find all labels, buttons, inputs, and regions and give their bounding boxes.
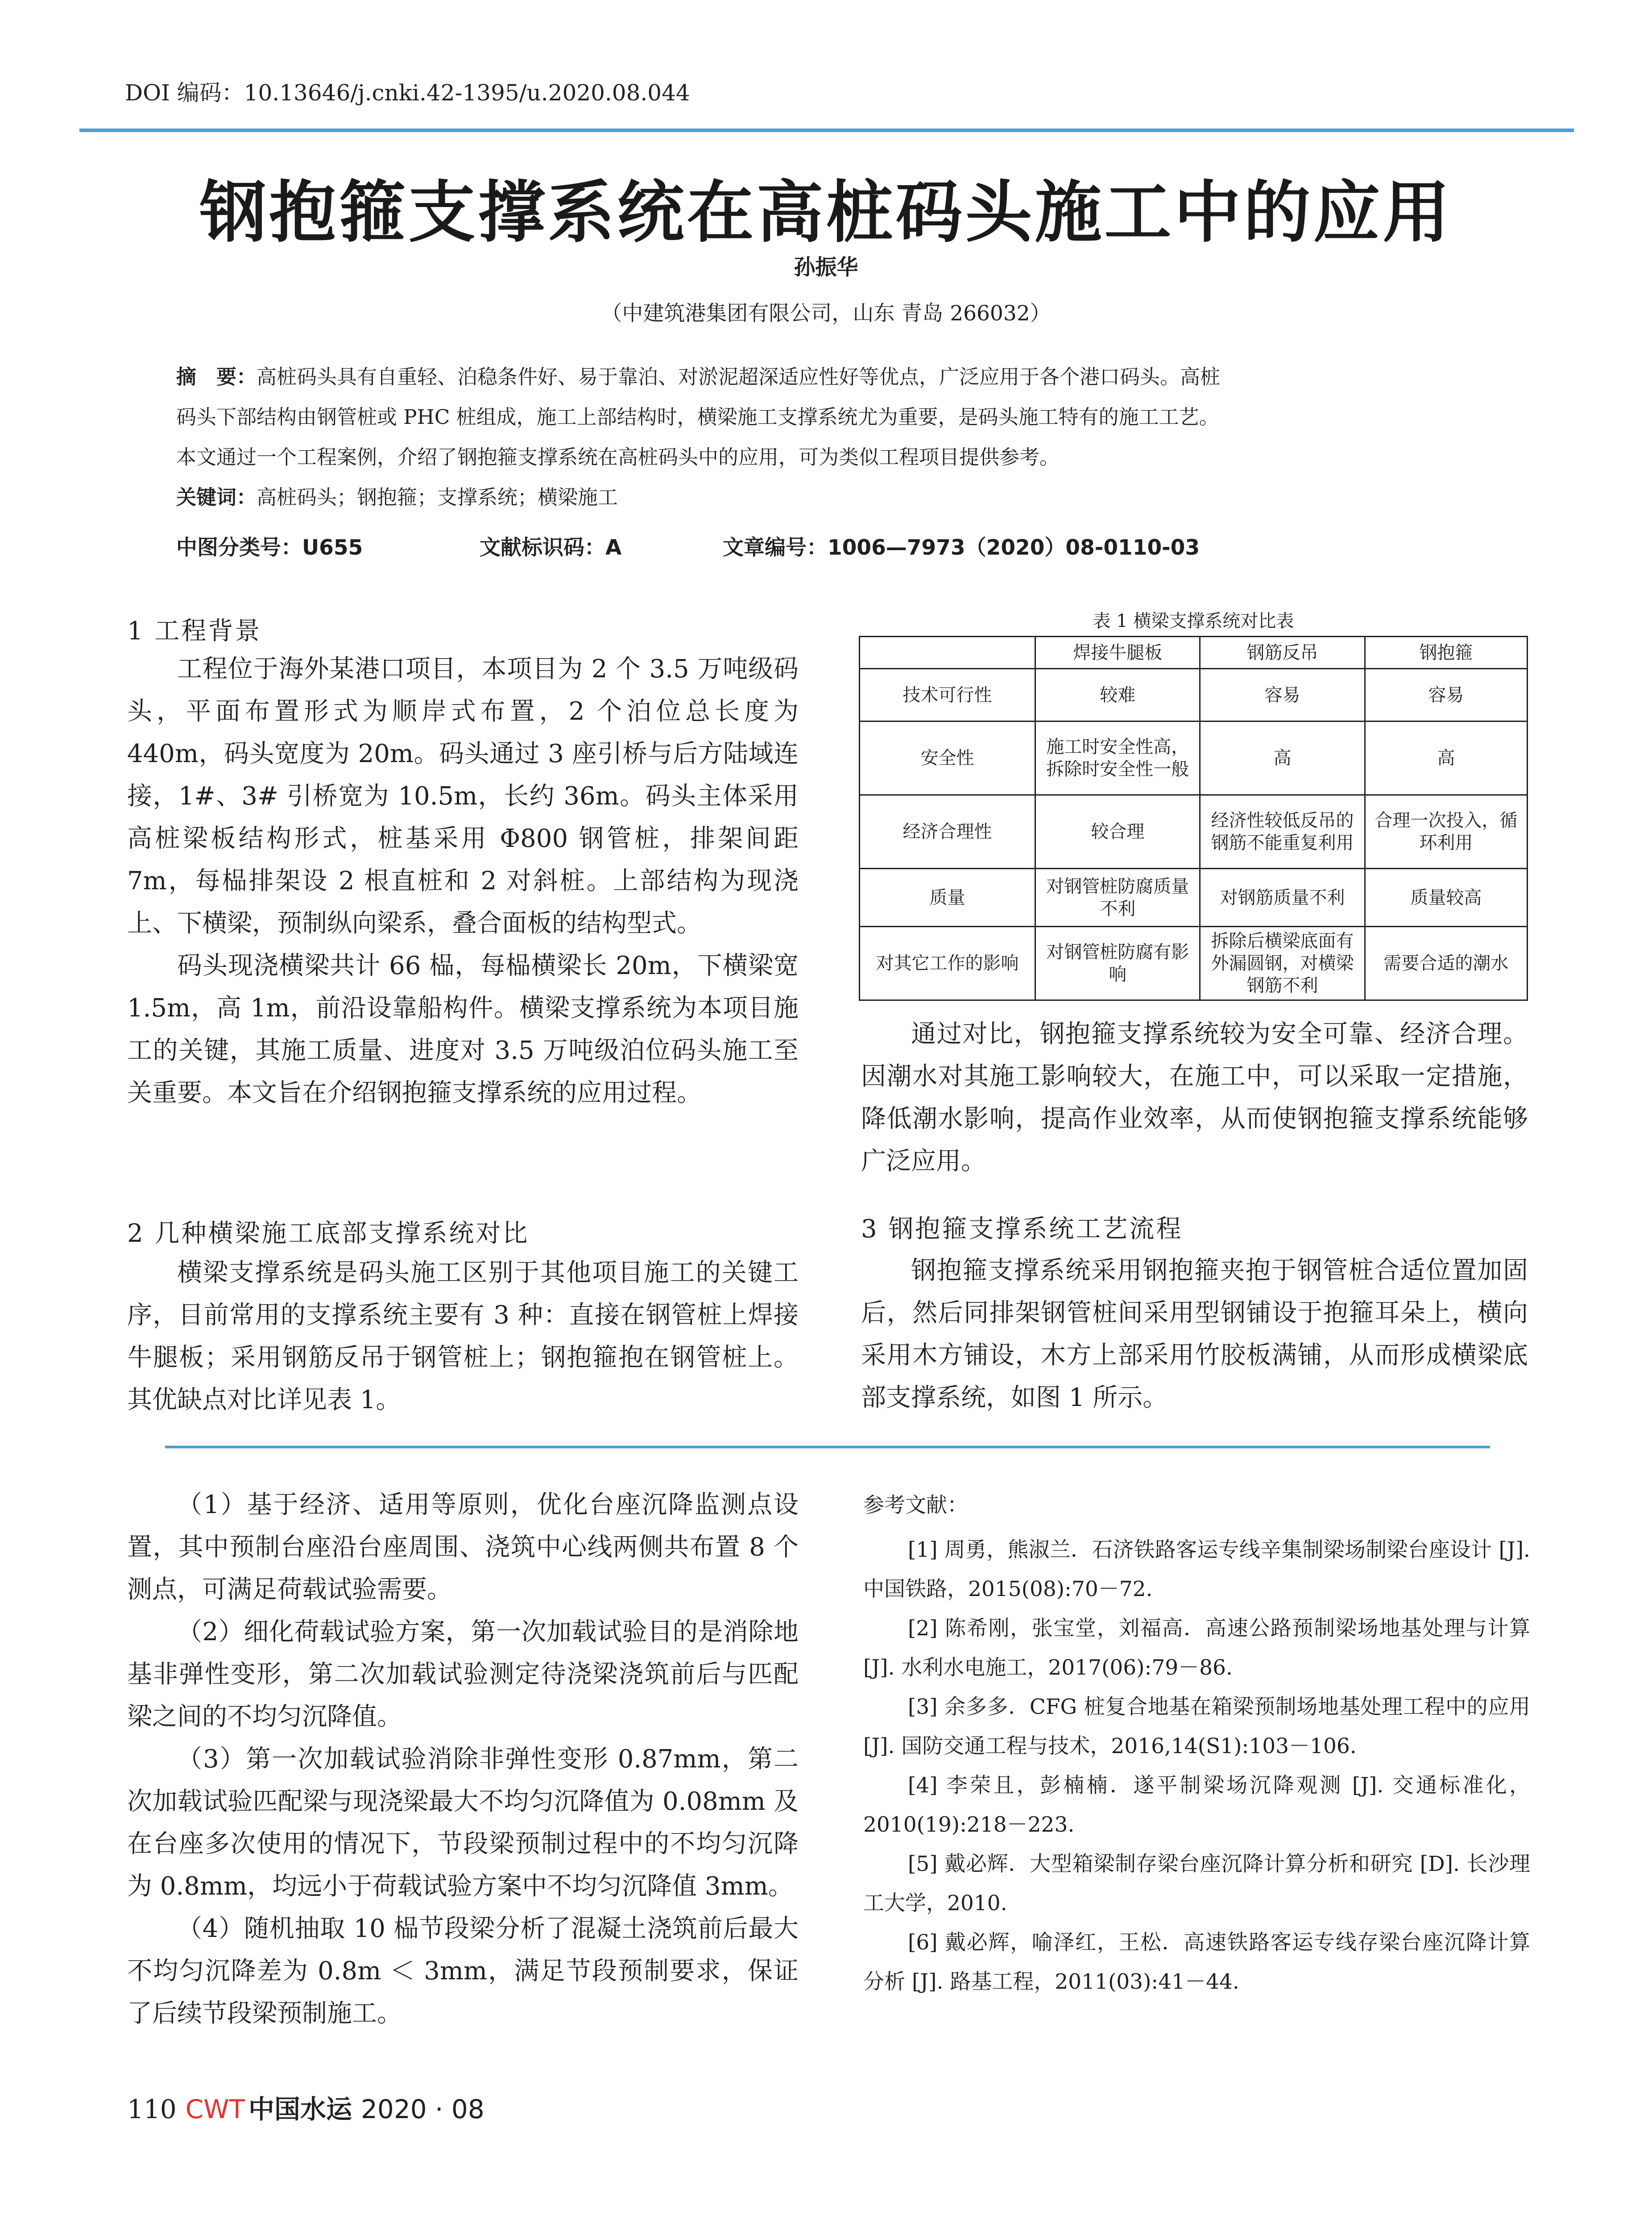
paragraph: 通过对比，钢抱箍支撑系统较为安全可靠、经济合理。因潮水对其施工影响较大，在施工中，可以采取一定措施，降低潮水影响，提高作业效率，从而使钢抱箍支撑系统能够广泛应用。 xyxy=(861,1020,1528,1176)
article-author: 孙振华 xyxy=(794,255,858,280)
lower-article-body xyxy=(127,1484,799,2035)
table-cell: 容易 xyxy=(1365,669,1527,722)
keywords-line xyxy=(176,477,1479,518)
table-row xyxy=(860,927,1528,1000)
table-cell: 对钢筋质量不利 xyxy=(1200,869,1365,927)
table-cell: 质量 xyxy=(860,869,1035,927)
paragraph: （4）随机抽取 10 榀节段梁分析了混凝土浇筑前后最大不均匀沉降差为 0.8m ＜ 3mm，满足节段预制要求，保证了后续节段梁预制施工。 xyxy=(127,1914,799,2028)
table-cell: 对钢管桩防腐有影响 xyxy=(1035,927,1200,1000)
abstract-label: 摘 要： xyxy=(176,365,257,389)
article-divider xyxy=(165,1446,1490,1448)
document-code: 文献标识码：A xyxy=(480,535,622,560)
table-cell: 质量较高 xyxy=(1365,869,1527,927)
table-cell: 高 xyxy=(1365,722,1527,795)
section-2-heading: 2 几种横梁施工底部支撑系统对比 xyxy=(127,1219,530,1248)
article-title: 钢抱箍支撑系统在高桩码头施工中的应用 xyxy=(199,174,1453,252)
reference-item: [2] 陈希刚，张宝堂，刘福高．高速公路预制梁场地基处理与计算 [J]. 水利水电施工，2017(06):79－86. xyxy=(863,1616,1530,1680)
table-header-cell xyxy=(860,637,1035,669)
table-caption: 表 1 横梁支撑系统对比表 xyxy=(1093,611,1294,631)
paragraph: 横梁支撑系统是码头施工区别于其他项目施工的关键工序，目前常用的支撑系统主要有 3 种：直接在钢管桩上焊接牛腿板；采用钢筋反吊于钢管桩上；钢抱箍抱在钢管桩上。其优缺点对比详见表 1。 xyxy=(127,1258,799,1414)
table-cell: 拆除后横梁底面有外漏圆钢，对横梁钢筋不利 xyxy=(1200,927,1365,1000)
table-cell: 经济性较低反吊的钢筋不能重复利用 xyxy=(1200,795,1365,869)
section-1-heading: 1 工程背景 xyxy=(127,617,262,646)
table-cell: 对其它工作的影响 xyxy=(860,927,1035,1000)
reference-item: [3] 余多多．CFG 桩复合地基在箱梁预制场地基处理工程中的应用 [J]. 国防交通工程与技术，2016,14(S1):103－106. xyxy=(863,1695,1530,1758)
abstract-block xyxy=(176,357,1479,518)
table-cell: 较难 xyxy=(1035,669,1200,722)
paragraph: （2）细化荷载试验方案，第一次加载试验目的是消除地基非弹性变形，第二次加载试验测定待浇梁浇筑前后与匹配梁之间的不均匀沉降值。 xyxy=(127,1617,799,1731)
paragraph: 码头现浇横梁共计 66 榀，每榀横梁长 20m，下横梁宽 1.5m，高 1m，前沿设靠船构件。横梁支撑系统为本项目施工的关键，其施工质量、进度对 3.5 万吨级泊位码头施工至关重要。本文旨在介绍钢抱箍支撑系统的应用过程。 xyxy=(127,951,799,1107)
brand-logo: CWT xyxy=(185,2094,245,2124)
section-1-body xyxy=(127,648,799,1114)
table-row xyxy=(860,795,1528,869)
reference-item: [1] 周勇，熊淑兰．石济铁路客运专线辛集制梁场制梁台座设计 [J]. 中国铁路，2015(08):70－72. xyxy=(863,1538,1530,1601)
section-3-body xyxy=(861,1249,1528,1419)
issue-label: 2020 · 08 xyxy=(361,2094,484,2124)
top-rule xyxy=(79,129,1574,132)
article-affiliation: （中建筑港集团有限公司，山东 青岛 266032） xyxy=(601,301,1051,326)
table-cell: 容易 xyxy=(1200,669,1365,722)
keywords-label: 关键词： xyxy=(176,485,257,509)
table-header-cell: 钢抱箍 xyxy=(1365,637,1527,669)
doi-line: DOI 编码：10.13646/j.cnki.42-1395/u.2020.08.044 xyxy=(125,80,690,106)
table-cell: 需要合适的潮水 xyxy=(1365,927,1527,1000)
keywords: 高桩码头；钢抱箍；支撑系统；横梁施工 xyxy=(257,485,618,509)
reference-item: [6] 戴必辉，喻泽红，王松．高速铁路客运专线存梁台座沉降计算分析 [J]. 路基工程，2011(03):41－44. xyxy=(863,1930,1530,1994)
reference-item: [5] 戴必辉．大型箱梁制存梁台座沉降计算分析和研究 [D]. 长沙理工大学，2010. xyxy=(863,1852,1530,1916)
paragraph: （3）第一次加载试验消除非弹性变形 0.87mm，第二次加载试验匹配梁与现浇梁最大不均匀沉降值为 0.08mm 及在台座多次使用的情况下，节段梁预制过程中的不均匀沉降为 0.8mm，均远小于荷载试验方案中不均匀沉降值 3mm。 xyxy=(127,1745,799,1901)
after-table-body xyxy=(861,1013,1528,1182)
page-footer xyxy=(127,2088,484,2126)
table-header-cell: 焊接牛腿板 xyxy=(1035,637,1200,669)
table-cell: 高 xyxy=(1200,722,1365,795)
abstract-line-1: 摘 要：高桩码头具有自重轻、泊稳条件好、易于靠泊、对淤泥超深适应性好等优点，广泛应用于各个港口码头。高桩 xyxy=(176,365,1221,389)
table-cell: 合理一次投入，循环利用 xyxy=(1365,795,1527,869)
table-cell: 经济合理性 xyxy=(860,795,1035,869)
table-header-row xyxy=(860,637,1528,669)
abstract-line-2: 码头下部结构由钢管桩或 PHC 桩组成，施工上部结构时，横梁施工支撑系统尤为重要，是码头施工特有的施工工艺。 xyxy=(176,405,1219,429)
table-header-cell: 钢筋反吊 xyxy=(1200,637,1365,669)
table-cell: 安全性 xyxy=(860,722,1035,795)
table-cell: 技术可行性 xyxy=(860,669,1035,722)
table-cell: 施工时安全性高，拆除时安全性一般 xyxy=(1035,722,1200,795)
abstract-line-3: 本文通过一个工程案例，介绍了钢抱箍支撑系统在高桩码头中的应用，可为类似工程项目提供参考。 xyxy=(176,445,1060,469)
clc-code: 中图分类号：U655 xyxy=(176,535,363,560)
table-row xyxy=(860,722,1528,795)
reference-item: [4] 李荣且，彭楠楠．遂平制梁场沉降观测 [J]. 交通标准化，2010(19):218－223. xyxy=(863,1773,1530,1837)
article-number: 文章编号：1006—7973（2020）08-0110-03 xyxy=(723,535,1200,560)
section-2-body xyxy=(127,1252,799,1421)
comparison-table xyxy=(859,636,1528,1001)
paragraph: 工程位于海外某港口项目，本项目为 2 个 3.5 万吨级码头，平面布置形式为顺岸式布置，2 个泊位总长度为 440m，码头宽度为 20m。码头通过 3 座引桥与后方陆域连接，1#、3# 引桥宽为 10.5m，长约 36m。码头主体采用高桩梁板结构形式，桩基采用 Φ800 钢管桩，排架间距 7m，每榀排架设 2 根直桩和 2 对斜桩。上部结构为现浇上、下横梁，预制纵向梁系，叠合面板的结构型式。 xyxy=(127,655,799,938)
section-3-heading: 3 钢抱箍支撑系统工艺流程 xyxy=(861,1215,1183,1244)
references-title: 参考文献： xyxy=(863,1493,968,1518)
table-cell: 对钢管桩防腐质量不利 xyxy=(1035,869,1200,927)
table-row xyxy=(860,869,1528,927)
table-row xyxy=(860,669,1528,722)
page-number: 110 xyxy=(127,2094,177,2124)
paragraph: 钢抱箍支撑系统采用钢抱箍夹抱于钢管桩合适位置加固后，然后同排架钢管桩间采用型钢铺设于抱箍耳朵上，横向采用木方铺设，木方上部采用竹胶板满铺，从而形成横梁底部支撑系统，如图 1 所示。 xyxy=(861,1256,1528,1412)
paragraph: （1）基于经济、适用等原则，优化台座沉降监测点设置，其中预制台座沿台座周围、浇筑中心线两侧共布置 8 个测点，可满足荷载试验需要。 xyxy=(127,1490,799,1604)
magazine-name: 中国水运 xyxy=(248,2094,352,2124)
table-cell: 较合理 xyxy=(1035,795,1200,869)
references-block xyxy=(863,1486,1530,2002)
